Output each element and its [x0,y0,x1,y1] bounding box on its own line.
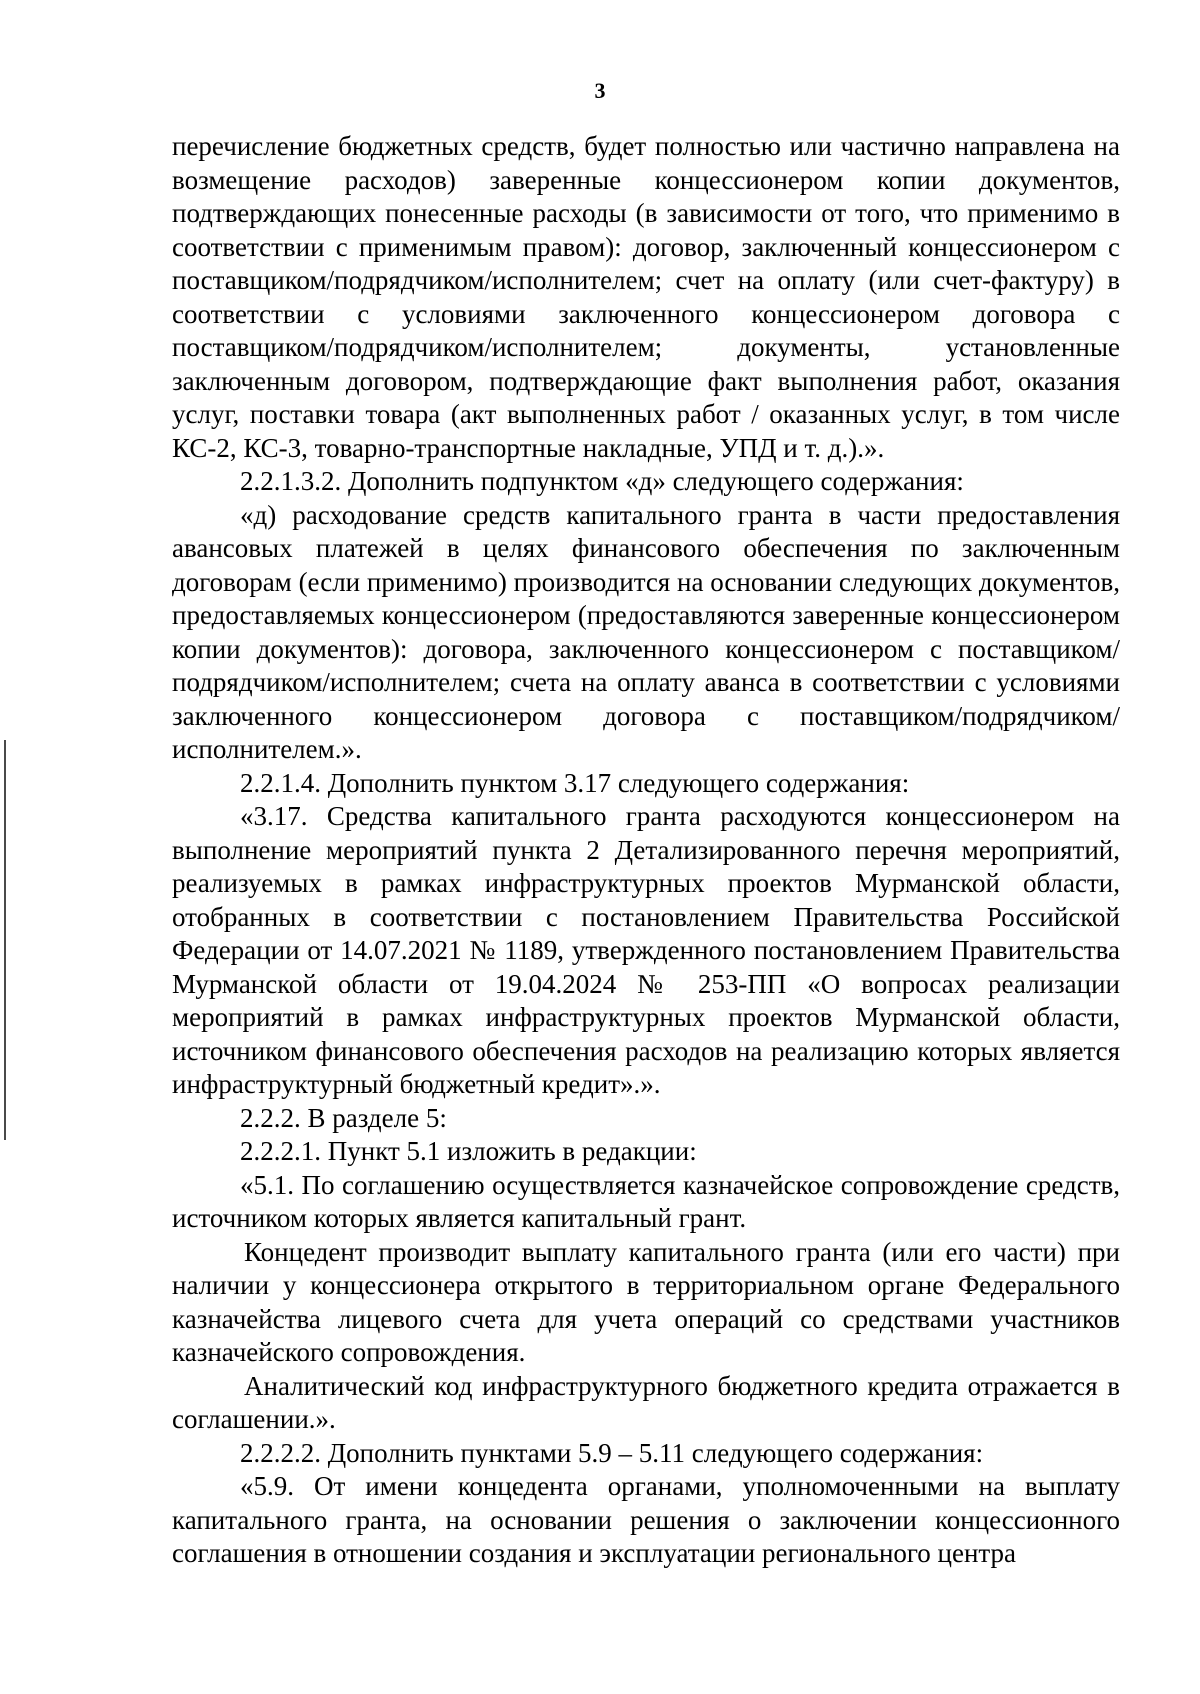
page-number: 3 [594,78,606,103]
paragraph-2-2-2-2: 2.2.2.2. Дополнить пунктами 5.9 – 5.11 следующего содержания: [240,1437,984,1468]
paragraph-analytic-code: Аналитический код инфраструктурного бюджетного кредита отражается в соглашении.». [172,1370,1120,1434]
paragraph-subitem-d: «д) расходование средств капитального гранта в части предоставления авансовых платежей в целях финансового обеспечения по заключенным договорам (если применимо) производится на основании следующих документов, предоставляемых концессионером (предоставляются заверенные концессионером копии документов): договора, заключенного концессионером с поставщиком/подрядчиком/исполнителем; счета на оплату аванса в соответствии с условиями заключенного концессионером договора с поставщиком/подрядчиком/исполнителем.». [172,499,1120,764]
paragraph-2-2-1-3-2: 2.2.1.3.2. Дополнить подпунктом «д» следующего содержания: [240,466,964,496]
paragraph-2-2-1-4: 2.2.1.4. Дополнить пунктом 3.17 следующего содержания: [240,767,910,798]
paragraph-concedent: Концедент производит выплату капитального гранта (или его части) при наличии у концессионера открытого в территориальном органе Федерального казначейства лицевого счета для учета операций со средствами участников казначейского сопровождения. [172,1236,1120,1367]
paragraph-2-2-2: 2.2.2. В разделе 5: [240,1102,447,1133]
paragraph-5-9: «5.9. От имени концедента органами, уполномоченными на выплату капитального гранта, на основании решения о заключении концессионного соглашения в отношении создания и эксплуатации регионального центра [172,1471,1120,1568]
paragraph-continuation: перечисление бюджетных средств, будет полностью или частично направлена на возмещение расходов) заверенные концессионером копии документов, подтверждающих понесенные расходы (в зависимости от того, что применимо в соответствии с применимым правом): договор, заключенный концессионером с поставщиком/подрядчиком/исполнителем; счет на оплату (или счет-фактуру) в соответствии с условиями заключенного концессионером договора с поставщиком/подрядчиком/исполнителем; документы, установленные заключенным договором, подтверждающие факт выполнения работ, оказания услуг, поставки товара (акт выполненных работ / оказанных услуг, в том числе КС-2, КС-3, товарно-транспортные накладные, УПД и т. д.).». [172,131,1120,463]
document-body [172,130,1120,1571]
paragraph-3-17: «3.17. Средства капитального гранта расходуются концессионером на выполнение мероприятий пункта 2 Детализированного перечня мероприятий, реализуемых в рамках инфраструктурных проектов Мурманской области, отобранных в соответствии с постановлением Правительства Российской Федерации от 14.07.2021 № 1189, утвержденного постановлением Правительства Мурманской области от 19.04.2024 № 253-ПП «О вопросах реализации мероприятий в рамках инфраструктурных проектов Мурманской области, источником финансового обеспечения расходов на реализацию которых является инфраструктурный бюджетный кредит».». [172,801,1120,1099]
scan-edge-mark [4,740,6,1140]
paragraph-2-2-2-1: 2.2.2.1. Пункт 5.1 изложить в редакции: [240,1136,697,1166]
paragraph-5-1: «5.1. По соглашению осуществляется казначейское сопровождение средств, источником которых является капитальный грант. [172,1169,1120,1233]
